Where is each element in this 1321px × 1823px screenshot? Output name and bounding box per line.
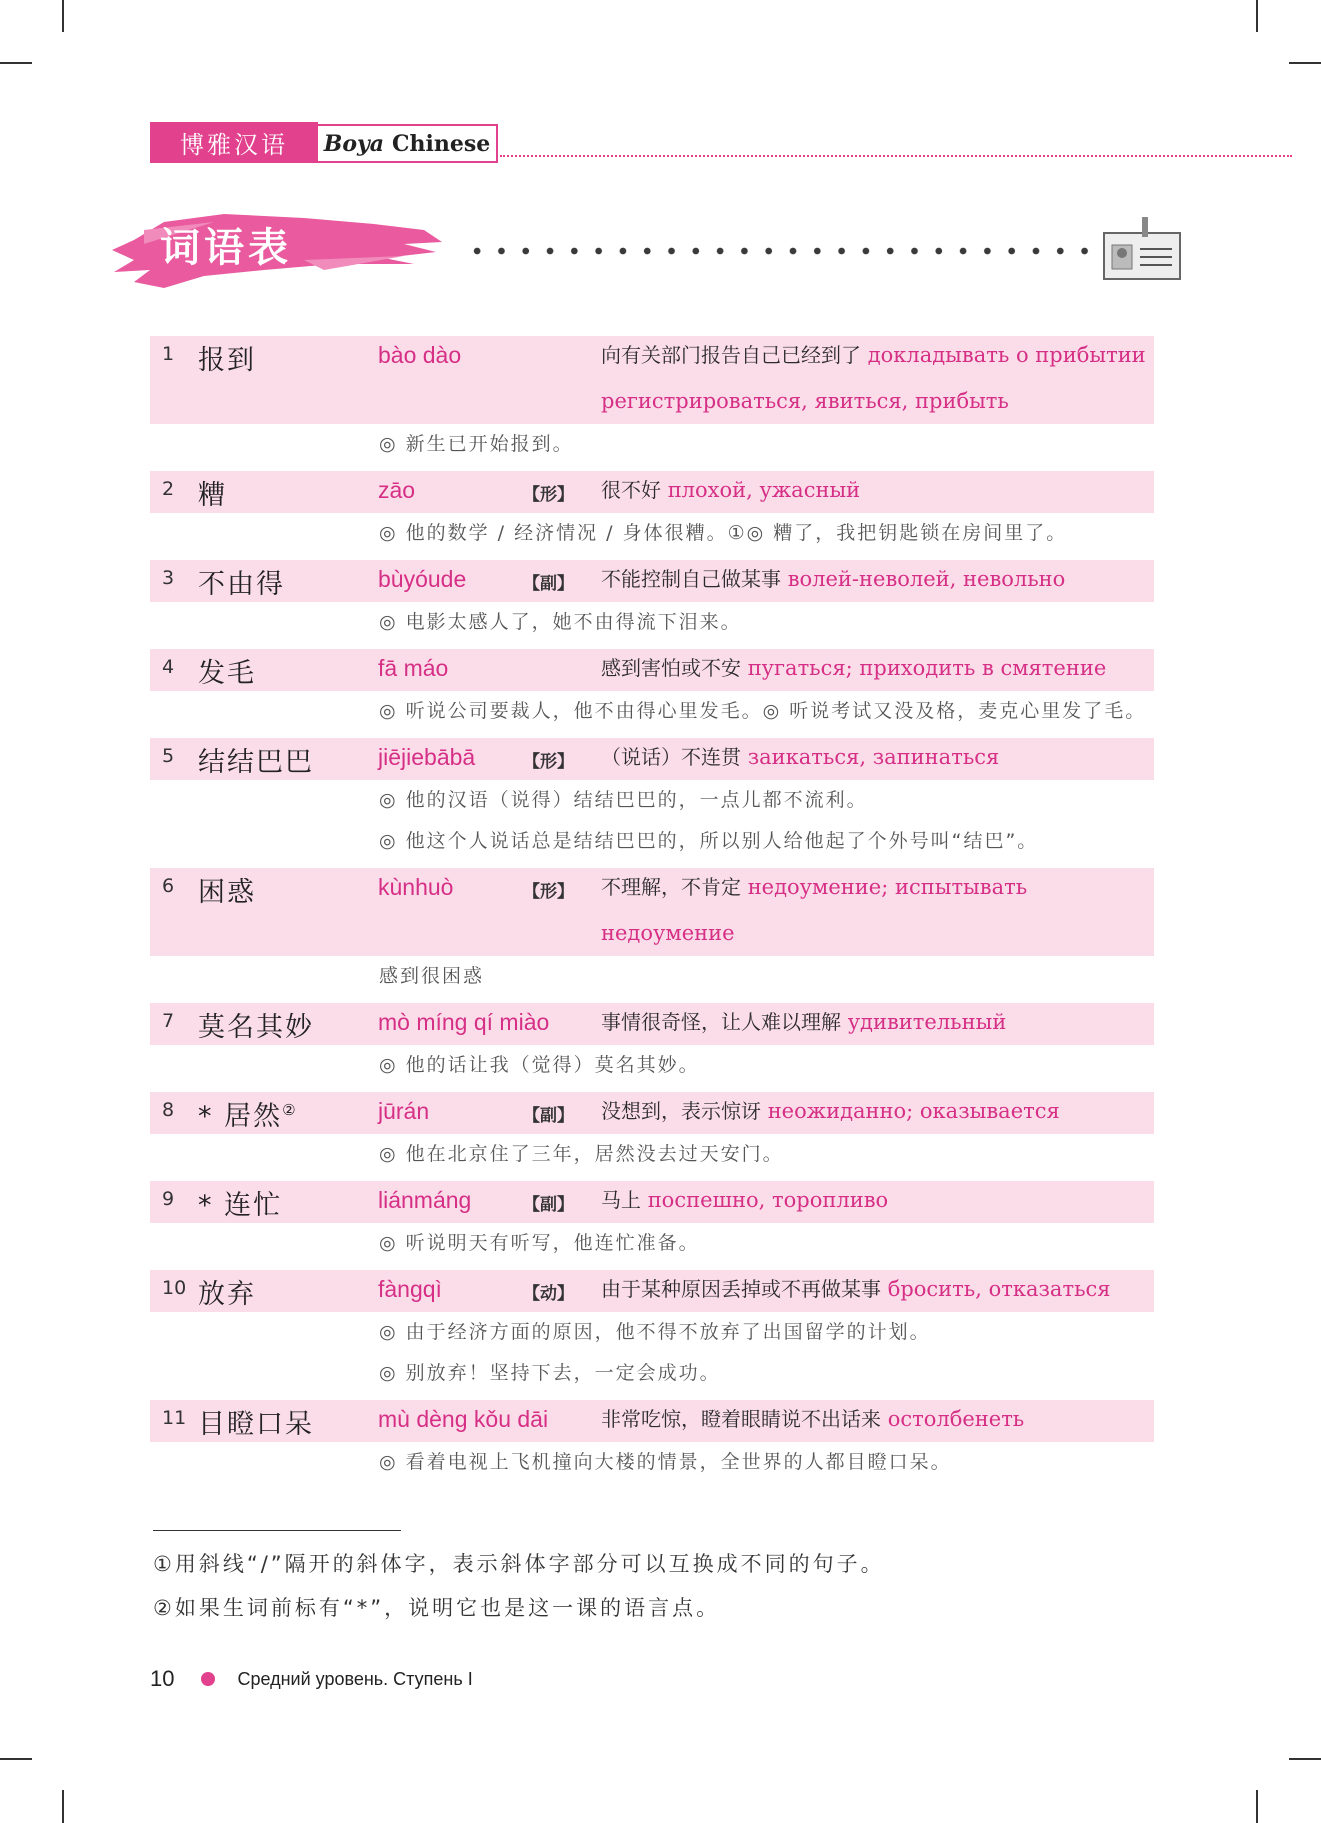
brand-english xyxy=(318,124,498,163)
entry-examples xyxy=(150,602,1154,643)
brand-english-italic: Boya xyxy=(323,130,385,157)
entry-pinyin: jūrán xyxy=(378,1098,430,1124)
entry-part-of-speech xyxy=(523,649,601,658)
vocab-entry-header xyxy=(150,336,1154,424)
vocab-entry xyxy=(150,868,1154,997)
entry-word-text: 目瞪口呆 xyxy=(198,1409,314,1440)
entry-pinyin: kùnhuò xyxy=(378,874,454,900)
entry-number: 10 xyxy=(162,1277,187,1299)
entry-examples xyxy=(150,780,1154,862)
vocab-entry xyxy=(150,471,1154,554)
crop-mark xyxy=(1289,1758,1321,1760)
entry-word-text: 糟 xyxy=(198,480,227,511)
vocab-entry-header xyxy=(150,1270,1154,1312)
footnote-2: ②如果生词前标有“*”，说明它也是这一课的语言点。 xyxy=(153,1596,721,1620)
crop-mark xyxy=(1256,0,1258,32)
entry-part-of-speech xyxy=(523,1003,601,1012)
definition-russian: поспешно, торопливо xyxy=(647,1188,889,1212)
entry-examples xyxy=(150,1312,1154,1394)
definition-chinese: 向有关部门报告自己已经到了 xyxy=(601,343,861,367)
example-sentence: ◎ 他在北京住了三年，居然没去过天安门。 xyxy=(379,1143,784,1165)
entry-examples xyxy=(150,513,1154,554)
title-dotted-leader xyxy=(465,244,1095,258)
example-sentence: ◎ 新生已开始报到。 xyxy=(379,433,574,455)
entry-word-text: 放弃 xyxy=(198,1279,256,1310)
entry-word xyxy=(198,1181,378,1222)
definition-chinese: 很不好 xyxy=(601,478,661,502)
entry-pinyin: liánmáng xyxy=(378,1187,472,1213)
entry-examples xyxy=(150,1045,1154,1086)
footnote-1: ①用斜线“/”隔开的斜体字，表示斜体字部分可以互换成不同的句子。 xyxy=(153,1552,885,1576)
vocab-entry xyxy=(150,1092,1154,1175)
definition-chinese: 不能控制自己做某事 xyxy=(601,567,781,591)
crop-mark xyxy=(1289,62,1321,64)
example-sentence: ◎ 看着电视上飞机撞向大楼的情景，全世界的人都目瞪口呆。 xyxy=(379,1451,952,1473)
vocab-entry xyxy=(150,336,1154,465)
entry-examples xyxy=(150,1223,1154,1264)
vocab-entry-header xyxy=(150,1003,1154,1045)
entry-definition xyxy=(601,1171,1154,1223)
definition-russian: волей-неволей, невольно xyxy=(787,567,1066,591)
brand-english-rest: Chinese xyxy=(392,130,491,157)
entry-word-text: 结结巴巴 xyxy=(198,747,314,778)
vocab-entry-header xyxy=(150,738,1154,780)
example-sentence: ◎ 他的话让我（觉得）莫名其妙。 xyxy=(379,1054,700,1076)
example-sentence: ◎ 由于经济方面的原因，他不得不放弃了出国留学的计划。 xyxy=(379,1321,931,1343)
definition-russian: пугаться; приходить в смятение xyxy=(747,656,1107,680)
definition-russian: докладывать о прибытии регистрироваться, явиться, прибыть xyxy=(601,343,1146,413)
definition-russian: заикаться, запинаться xyxy=(747,745,1000,769)
crop-mark xyxy=(62,0,64,32)
id-card-icon xyxy=(1102,215,1182,283)
entry-definition xyxy=(601,1390,1154,1442)
entry-part-of-speech: 【动】 xyxy=(523,1284,574,1304)
entry-word-text: 不由得 xyxy=(198,569,285,600)
crop-mark xyxy=(0,1758,32,1760)
entry-pinyin: bùyóude xyxy=(378,566,467,592)
running-header xyxy=(150,122,498,163)
footnote-rule xyxy=(153,1530,401,1531)
vocab-entry xyxy=(150,1400,1154,1483)
entry-part-of-speech: 【副】 xyxy=(523,574,574,594)
vocab-entry-header xyxy=(150,649,1154,691)
footer-text: Средний уровень. Ступень I xyxy=(237,1668,473,1689)
entry-number: 3 xyxy=(162,567,175,589)
definition-russian: удивительный xyxy=(847,1010,1007,1034)
example-sentence: 感到很困惑 xyxy=(379,965,485,987)
entry-number: 2 xyxy=(162,478,175,500)
example-sentence: ◎ 听说明天有听写，他连忙准备。 xyxy=(379,1232,700,1254)
vocab-entry-header xyxy=(150,1181,1154,1223)
entry-definition xyxy=(601,1082,1154,1134)
definition-chinese: 事情很奇怪，让人难以理解 xyxy=(601,1010,841,1034)
entry-definition xyxy=(601,461,1154,513)
footer-bullet-icon xyxy=(201,1672,215,1686)
entry-part-of-speech xyxy=(523,1400,601,1409)
definition-chinese: 不理解，不肯定 xyxy=(601,875,741,899)
entry-word xyxy=(198,1400,378,1441)
page-number: 10 xyxy=(150,1666,175,1691)
section-title-block xyxy=(104,200,444,296)
entry-word xyxy=(198,649,378,690)
entry-word-text: * 居然 xyxy=(198,1101,283,1132)
example-sentence: ◎ 他的数学 / 经济情况 / 身体很糟。①◎ 糟了，我把钥匙锁在房间里了。 xyxy=(379,522,1068,544)
entry-examples xyxy=(150,1442,1154,1483)
vocab-entry-header xyxy=(150,471,1154,513)
page-footer xyxy=(150,1666,473,1692)
entry-word-text: 报到 xyxy=(198,345,256,376)
definition-chinese: 非常吃惊，瞪着眼睛说不出话来 xyxy=(601,1407,881,1431)
vocab-entry xyxy=(150,649,1154,732)
vocabulary-list xyxy=(150,336,1154,1483)
vocab-entry-header xyxy=(150,1092,1154,1134)
entry-word-text: * 连忙 xyxy=(198,1190,283,1221)
section-title: 词语表 xyxy=(160,225,292,271)
definition-chinese: 没想到，表示惊讶 xyxy=(601,1099,761,1123)
entry-word-text: 困惑 xyxy=(198,877,256,908)
entry-word xyxy=(198,1003,378,1044)
entry-pinyin: fàngqì xyxy=(378,1276,442,1302)
brand-chinese: 博雅汉语 xyxy=(150,122,318,163)
entry-number: 7 xyxy=(162,1010,175,1032)
example-sentence: ◎ 电影太感人了，她不由得流下泪来。 xyxy=(379,611,742,633)
footnote-marker: ② xyxy=(282,1101,298,1119)
entry-definition xyxy=(601,326,1154,424)
definition-chinese: 感到害怕或不安 xyxy=(601,656,741,680)
entry-word-text: 莫名其妙 xyxy=(198,1012,314,1043)
header-dotted-rule xyxy=(500,155,1292,157)
entry-part-of-speech: 【形】 xyxy=(523,752,574,772)
definition-chinese: （说话）不连贯 xyxy=(601,745,741,769)
entry-definition xyxy=(601,550,1154,602)
entry-part-of-speech xyxy=(523,336,601,345)
entry-pinyin: fā máo xyxy=(378,655,449,681)
entry-number: 8 xyxy=(162,1099,175,1121)
entry-word xyxy=(198,1092,378,1133)
entry-number: 4 xyxy=(162,656,175,678)
vocab-entry-header xyxy=(150,1400,1154,1442)
entry-examples xyxy=(150,691,1154,732)
entry-part-of-speech: 【副】 xyxy=(523,1106,574,1126)
entry-definition xyxy=(601,728,1154,780)
example-sentence: ◎ 他的汉语（说得）结结巴巴的，一点儿都不流利。 xyxy=(379,789,868,811)
entry-pinyin: bào dào xyxy=(378,342,462,368)
entry-word xyxy=(198,471,378,512)
entry-pinyin: mò míng qí miào xyxy=(378,1009,550,1035)
entry-pinyin: mù dèng kǒu dāi xyxy=(378,1406,549,1432)
entry-word xyxy=(198,560,378,601)
entry-definition xyxy=(601,1260,1154,1312)
definition-russian: недоумение; испытывать недоумение xyxy=(601,875,1028,945)
vocab-entry-header xyxy=(150,560,1154,602)
example-sentence: ◎ 他这个人说话总是结结巴巴的，所以别人给他起了个外号叫“结巴”。 xyxy=(379,830,1039,852)
definition-russian: остолбенеть xyxy=(887,1407,1025,1431)
entry-pinyin: zāo xyxy=(378,477,416,503)
entry-number: 6 xyxy=(162,875,175,897)
vocab-entry xyxy=(150,1181,1154,1264)
entry-number: 5 xyxy=(162,745,175,767)
entry-number: 11 xyxy=(162,1407,187,1429)
entry-examples xyxy=(150,1134,1154,1175)
example-sentence: ◎ 听说公司要裁人，他不由得心里发毛。◎ 听说考试又没及格，麦克心里发了毛。 xyxy=(379,700,1147,722)
entry-definition xyxy=(601,993,1154,1045)
entry-examples xyxy=(150,956,1154,997)
entry-part-of-speech: 【形】 xyxy=(523,882,574,902)
vocab-entry xyxy=(150,1003,1154,1086)
entry-definition xyxy=(601,639,1154,691)
entry-word xyxy=(198,336,378,377)
crop-mark xyxy=(0,62,32,64)
entry-definition xyxy=(601,858,1154,956)
entry-word-text: 发毛 xyxy=(198,658,256,689)
vocab-entry xyxy=(150,560,1154,643)
crop-mark xyxy=(1256,1790,1258,1823)
definition-chinese: 由于某种原因丢掉或不再做某事 xyxy=(601,1277,881,1301)
example-sentence: ◎ 别放弃！坚持下去，一定会成功。 xyxy=(379,1362,721,1384)
entry-word xyxy=(198,868,378,909)
definition-russian: плохой, ужасный xyxy=(667,478,861,502)
definition-chinese: 马上 xyxy=(601,1188,641,1212)
entry-part-of-speech: 【副】 xyxy=(523,1195,574,1215)
definition-russian: бросить, отказаться xyxy=(887,1277,1111,1301)
vocab-entry xyxy=(150,1270,1154,1394)
definition-russian: неожиданно; оказывается xyxy=(767,1099,1060,1123)
entry-number: 1 xyxy=(162,343,175,365)
vocab-entry xyxy=(150,738,1154,862)
entry-word xyxy=(198,1270,378,1311)
vocab-entry-header xyxy=(150,868,1154,956)
entry-part-of-speech: 【形】 xyxy=(523,485,574,505)
crop-mark xyxy=(62,1790,64,1823)
entry-pinyin: jiējiebābā xyxy=(378,744,476,770)
entry-number: 9 xyxy=(162,1188,175,1210)
entry-word xyxy=(198,738,378,779)
entry-examples xyxy=(150,424,1154,465)
